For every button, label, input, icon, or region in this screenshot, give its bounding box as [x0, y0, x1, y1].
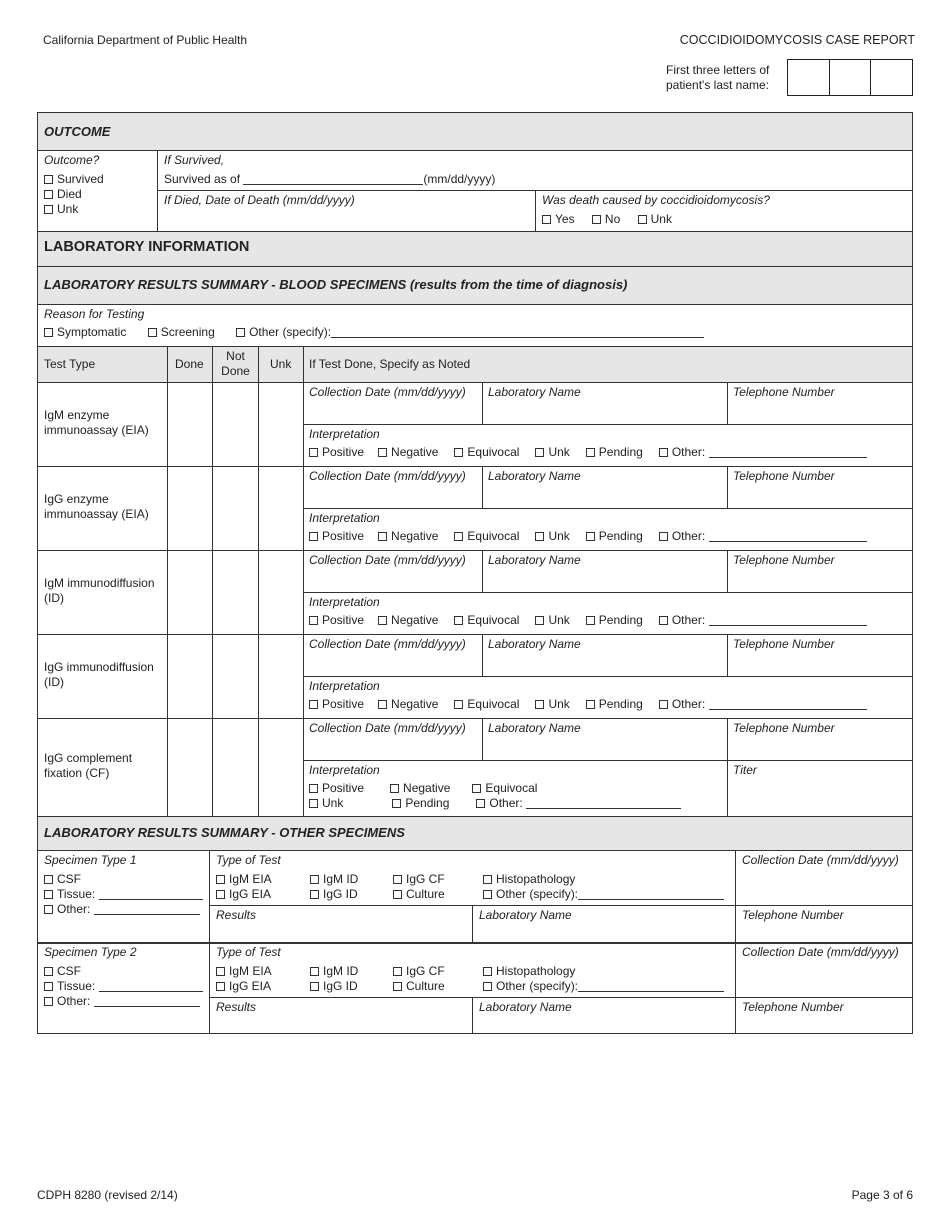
equivocal-label: Equivocal — [467, 445, 520, 459]
divider — [727, 550, 728, 592]
divider — [38, 266, 912, 267]
divider — [38, 382, 912, 383]
interpretation-label: Interpretation — [309, 763, 380, 777]
telephone-label: Telephone Number — [742, 1000, 844, 1014]
checkbox[interactable] — [592, 215, 601, 224]
igg-id-label: IgG ID — [323, 887, 358, 901]
checkbox[interactable] — [44, 328, 53, 337]
checkbox[interactable] — [586, 532, 595, 541]
other-label: Other: — [671, 697, 706, 711]
laboratory-name-label: Laboratory Name — [488, 553, 581, 567]
collection-date-label: Collection Date (mm/dd/yyyy) — [309, 721, 466, 735]
culture-label: Culture — [406, 887, 445, 901]
unk-label: Unk — [548, 445, 570, 459]
telephone-label: Telephone Number — [733, 721, 835, 735]
other-specimens-title: LABORATORY RESULTS SUMMARY - OTHER SPECIMENS — [44, 825, 405, 840]
specimen-type-label: Specimen Type 1 — [44, 853, 137, 867]
checkbox[interactable] — [535, 532, 544, 541]
checkbox[interactable] — [44, 997, 53, 1006]
divider — [482, 466, 483, 508]
type-of-test-label: Type of Test — [216, 853, 281, 867]
negative-label: Negative — [391, 613, 439, 627]
last-name-boxes — [787, 59, 913, 96]
collection-date-label: Collection Date (mm/dd/yyyy) — [309, 385, 466, 399]
negative-label: Negative — [403, 781, 451, 795]
option-label: Died — [57, 187, 82, 201]
checkbox[interactable] — [393, 967, 402, 976]
igm-eia-label: IgM EIA — [229, 964, 272, 978]
telephone-label: Telephone Number — [733, 469, 835, 483]
divider — [167, 346, 168, 816]
checkbox[interactable] — [310, 875, 319, 884]
col-done: Done — [175, 357, 204, 371]
igg-cf-label: IgG CF — [406, 964, 445, 978]
test-type-line1: IgG immunodiffusion — [44, 660, 154, 674]
igm-id-label: IgM ID — [323, 872, 359, 886]
checkbox[interactable] — [393, 890, 402, 899]
divider — [727, 466, 728, 508]
interpretation-label: Interpretation — [309, 511, 380, 525]
laboratory-name-label: Laboratory Name — [479, 1000, 572, 1014]
igg-id-option — [310, 979, 358, 994]
laboratory-name-label: Laboratory Name — [479, 908, 572, 922]
other-option — [44, 902, 200, 917]
divider — [38, 718, 912, 719]
other-label: Other: — [57, 994, 91, 1008]
form-id: CDPH 8280 (revised 2/14) — [37, 1188, 178, 1202]
checkbox[interactable] — [483, 967, 492, 976]
cf-options-row1 — [309, 781, 537, 796]
divider — [209, 905, 912, 906]
other-option — [44, 994, 200, 1009]
divider — [303, 508, 912, 509]
last-name-label-line1: First three letters of — [666, 63, 770, 77]
divider — [209, 997, 912, 998]
negative-label: Negative — [391, 529, 439, 543]
checkbox[interactable] — [216, 890, 225, 899]
checkbox[interactable] — [378, 616, 387, 625]
col-unk: Unk — [270, 357, 292, 371]
divider — [303, 424, 912, 425]
divider — [38, 942, 912, 944]
histopathology-label: Histopathology — [496, 964, 576, 978]
fill-line[interactable] — [709, 447, 867, 458]
fill-line[interactable] — [578, 981, 724, 992]
other-label: Other: — [671, 529, 706, 543]
tissue-label: Tissue: — [57, 979, 96, 993]
col-not-done — [213, 349, 258, 379]
checkbox[interactable] — [659, 532, 668, 541]
field-label: Survived as of — [164, 172, 241, 186]
divider — [38, 850, 912, 851]
fill-line[interactable] — [94, 904, 200, 915]
igm-eia-option — [216, 872, 272, 887]
no-label: No — [604, 212, 621, 226]
col-not-done-line2: Done — [221, 364, 250, 378]
telephone-label: Telephone Number — [733, 637, 835, 651]
divider — [535, 190, 536, 231]
igg-cf-option — [393, 964, 445, 979]
igg-cf-label: IgG CF — [406, 872, 445, 886]
checkbox[interactable] — [148, 328, 157, 337]
checkbox[interactable] — [659, 448, 668, 457]
divider — [303, 592, 912, 593]
lab-info-title: LABORATORY INFORMATION — [44, 239, 250, 255]
unk-label: Unk — [548, 697, 570, 711]
divider — [212, 346, 213, 816]
divider — [727, 634, 728, 676]
pending-label: Pending — [405, 796, 450, 810]
fill-line[interactable] — [94, 996, 200, 1007]
if-survived-label: If Survived, — [164, 153, 225, 167]
checkbox[interactable] — [454, 700, 463, 709]
last-name-letter-1[interactable] — [788, 60, 830, 95]
checkbox[interactable] — [216, 967, 225, 976]
fill-line[interactable] — [709, 531, 867, 542]
interpretation-label: Interpretation — [309, 679, 380, 693]
culture-option — [393, 979, 445, 994]
last-name-letter-3[interactable] — [871, 60, 912, 95]
checkbox[interactable] — [310, 967, 319, 976]
divider — [258, 346, 259, 816]
reason-options — [44, 325, 704, 340]
symptomatic-label: Symptomatic — [57, 325, 127, 339]
interpretation-options — [309, 529, 867, 544]
checkbox[interactable] — [44, 190, 53, 199]
test-type-line2: (ID) — [44, 591, 64, 605]
igm-eia-label: IgM EIA — [229, 872, 272, 886]
checkbox[interactable] — [392, 799, 401, 808]
positive-label: Positive — [322, 529, 365, 543]
positive-label: Positive — [322, 697, 365, 711]
titer-label: Titer — [733, 763, 757, 777]
column-header-band — [38, 346, 912, 382]
checkbox[interactable] — [476, 799, 485, 808]
test-type-label — [44, 408, 149, 438]
other-specify-label: Other (specify): — [249, 325, 332, 339]
test-type-line2: immunoassay (EIA) — [44, 507, 149, 521]
culture-option — [393, 887, 445, 902]
col-test-type: Test Type — [44, 357, 96, 371]
laboratory-name-label: Laboratory Name — [488, 637, 581, 651]
test-type-line2: (ID) — [44, 675, 64, 689]
divider — [303, 760, 912, 761]
checkbox[interactable] — [586, 448, 595, 457]
histopathology-option — [483, 964, 575, 979]
negative-label: Negative — [391, 445, 439, 459]
tissue-option — [44, 979, 203, 994]
checkbox[interactable] — [659, 616, 668, 625]
checkbox[interactable] — [378, 448, 387, 457]
igg-eia-option — [216, 887, 271, 902]
telephone-label: Telephone Number — [733, 385, 835, 399]
agency-name: California Department of Public Health — [43, 33, 248, 47]
checkbox[interactable] — [309, 616, 318, 625]
test-type-line2: immunoassay (EIA) — [44, 423, 149, 437]
telephone-label: Telephone Number — [742, 908, 844, 922]
checkbox[interactable] — [44, 982, 53, 991]
test-type-line1: IgG enzyme — [44, 492, 109, 506]
death-caused-options — [542, 212, 672, 227]
checkbox[interactable] — [454, 616, 463, 625]
checkbox[interactable] — [216, 875, 225, 884]
csf-option — [44, 964, 81, 979]
test-type-label — [44, 576, 155, 606]
igg-id-option — [310, 887, 358, 902]
fill-line[interactable] — [526, 798, 681, 809]
collection-date-label: Collection Date (mm/dd/yyyy) — [309, 469, 466, 483]
divider — [209, 850, 210, 1034]
igm-id-option — [310, 964, 358, 979]
test-type-line1: IgM immunodiffusion — [44, 576, 155, 590]
option-label: Survived — [57, 172, 104, 186]
positive-label: Positive — [322, 781, 365, 795]
igg-eia-label: IgG EIA — [229, 979, 272, 993]
positive-label: Positive — [322, 445, 365, 459]
checkbox[interactable] — [535, 700, 544, 709]
divider — [303, 676, 912, 677]
collection-date-label: Collection Date (mm/dd/yyyy) — [309, 637, 466, 651]
test-type-label — [44, 660, 154, 690]
tissue-option — [44, 887, 203, 902]
unk-label: Unk — [548, 613, 570, 627]
interpretation-label: Interpretation — [309, 595, 380, 609]
checkbox[interactable] — [586, 700, 595, 709]
outcome-question: Outcome? — [44, 153, 100, 167]
divider — [38, 634, 912, 635]
other-specify-option — [483, 887, 724, 902]
divider — [727, 718, 728, 816]
fill-line[interactable] — [709, 699, 867, 710]
test-type-line1: IgG complement — [44, 751, 133, 765]
fill-line[interactable] — [99, 981, 203, 992]
checkbox[interactable] — [393, 982, 402, 991]
reason-for-testing-label: Reason for Testing — [44, 307, 145, 321]
histopathology-option — [483, 872, 575, 887]
igm-eia-option — [216, 964, 272, 979]
checkbox[interactable] — [393, 875, 402, 884]
igm-id-option — [310, 872, 358, 887]
last-name-label — [666, 63, 784, 93]
laboratory-name-label: Laboratory Name — [488, 385, 581, 399]
telephone-label: Telephone Number — [733, 553, 835, 567]
checkbox[interactable] — [378, 700, 387, 709]
divider — [38, 231, 912, 232]
col-not-done-line1: Not — [226, 349, 245, 363]
igg-cf-option — [393, 872, 445, 887]
outcome-unk-option[interactable] — [44, 202, 78, 217]
test-type-label — [44, 751, 132, 781]
date-of-death-label: If Died, Date of Death (mm/dd/yyyy) — [164, 193, 355, 207]
checkbox[interactable] — [44, 890, 53, 899]
igg-id-label: IgG ID — [323, 979, 358, 993]
checkbox[interactable] — [454, 532, 463, 541]
divider — [735, 850, 736, 1034]
unk-label: Unk — [322, 796, 344, 810]
interpretation-options — [309, 697, 867, 712]
checkbox[interactable] — [309, 448, 318, 457]
option-label: Unk — [57, 202, 79, 216]
checkbox[interactable] — [309, 700, 318, 709]
other-label: Other: — [489, 796, 523, 810]
divider — [482, 550, 483, 592]
checkbox[interactable] — [44, 175, 53, 184]
checkbox[interactable] — [535, 616, 544, 625]
report-title: COCCIDIOIDOMYCOSIS CASE REPORT — [679, 33, 915, 47]
checkbox[interactable] — [44, 905, 53, 914]
last-name-label-line2: patient's last name: — [666, 78, 770, 92]
cf-options-row2 — [309, 796, 681, 811]
laboratory-name-label: Laboratory Name — [488, 469, 581, 483]
equivocal-label: Equivocal — [485, 781, 538, 795]
fill-line[interactable] — [709, 615, 867, 626]
equivocal-label: Equivocal — [467, 529, 520, 543]
pending-label: Pending — [598, 529, 643, 543]
outcome-header-band — [38, 113, 912, 150]
fill-line[interactable] — [331, 327, 704, 338]
checkbox[interactable] — [44, 967, 53, 976]
laboratory-name-label: Laboratory Name — [488, 721, 581, 735]
divider — [482, 718, 483, 760]
checkbox[interactable] — [586, 616, 595, 625]
outcome-survived-option[interactable] — [44, 172, 104, 187]
checkbox[interactable] — [454, 448, 463, 457]
results-label: Results — [216, 908, 257, 922]
last-name-letter-2[interactable] — [830, 60, 872, 95]
divider — [482, 634, 483, 676]
fill-line[interactable] — [243, 174, 423, 185]
fill-line[interactable] — [99, 889, 203, 900]
divider — [482, 382, 483, 424]
histopathology-label: Histopathology — [496, 872, 576, 886]
collection-date-label: Collection Date (mm/dd/yyyy) — [742, 945, 899, 959]
other-label: Other: — [671, 445, 706, 459]
other-specify-label: Other (specify): — [496, 979, 579, 993]
checkbox[interactable] — [310, 890, 319, 899]
equivocal-label: Equivocal — [467, 613, 520, 627]
checkbox[interactable] — [309, 784, 318, 793]
specimen-type-label: Specimen Type 2 — [44, 945, 137, 959]
tissue-label: Tissue: — [57, 887, 96, 901]
page-number: Page 3 of 6 — [851, 1188, 913, 1202]
interpretation-label: Interpretation — [309, 427, 380, 441]
checkbox[interactable] — [309, 799, 318, 808]
pending-label: Pending — [598, 613, 643, 627]
checkbox[interactable] — [44, 205, 53, 214]
csf-label: CSF — [57, 872, 81, 886]
screening-label: Screening — [160, 325, 215, 339]
collection-date-label: Collection Date (mm/dd/yyyy) — [309, 553, 466, 567]
outcome-died-option[interactable] — [44, 187, 82, 202]
divider — [472, 997, 473, 1034]
other-specify-option — [483, 979, 724, 994]
checkbox[interactable] — [309, 532, 318, 541]
checkbox[interactable] — [542, 215, 551, 224]
other-label: Other: — [57, 902, 91, 916]
checkbox[interactable] — [638, 215, 647, 224]
divider — [38, 550, 912, 551]
igg-eia-option — [216, 979, 271, 994]
case-report-form — [37, 112, 913, 1034]
col-specify: If Test Done, Specify as Noted — [309, 357, 471, 371]
test-type-line2: fixation (CF) — [44, 766, 110, 780]
blood-section-title: LABORATORY RESULTS SUMMARY - BLOOD SPECIMENS (results from the time of diagnosis) — [44, 277, 628, 292]
equivocal-label: Equivocal — [467, 697, 520, 711]
checkbox[interactable] — [216, 982, 225, 991]
checkbox[interactable] — [483, 982, 492, 991]
outcome-title: OUTCOME — [44, 124, 111, 139]
interpretation-options — [309, 613, 867, 628]
pending-label: Pending — [598, 445, 643, 459]
checkbox[interactable] — [472, 784, 481, 793]
death-caused-label: Was death caused by coccidioidomycosis? — [542, 193, 770, 207]
checkbox[interactable] — [483, 875, 492, 884]
divider — [38, 466, 912, 467]
divider — [38, 816, 912, 817]
survived-as-of-field[interactable] — [164, 172, 495, 187]
collection-date-label: Collection Date (mm/dd/yyyy) — [742, 853, 899, 867]
yes-label: Yes — [555, 212, 575, 226]
date-hint: (mm/dd/yyyy) — [423, 172, 496, 186]
other-label: Other: — [671, 613, 706, 627]
csf-option — [44, 872, 81, 887]
checkbox[interactable] — [659, 700, 668, 709]
checkbox[interactable] — [483, 890, 492, 899]
divider — [472, 905, 473, 942]
checkbox[interactable] — [236, 328, 245, 337]
interpretation-options — [309, 445, 867, 460]
checkbox[interactable] — [535, 448, 544, 457]
unk-label: Unk — [548, 529, 570, 543]
fill-line[interactable] — [578, 889, 724, 900]
results-label: Results — [216, 1000, 257, 1014]
divider — [727, 382, 728, 424]
test-type-label — [44, 492, 149, 522]
csf-label: CSF — [57, 964, 81, 978]
divider — [38, 304, 912, 305]
igg-eia-label: IgG EIA — [229, 887, 272, 901]
test-type-line1: IgM enzyme — [44, 408, 110, 422]
unk-label: Unk — [650, 212, 672, 226]
culture-label: Culture — [406, 979, 445, 993]
type-of-test-label: Type of Test — [216, 945, 281, 959]
pending-label: Pending — [598, 697, 643, 711]
igm-id-label: IgM ID — [323, 964, 359, 978]
checkbox[interactable] — [44, 875, 53, 884]
checkbox[interactable] — [310, 982, 319, 991]
negative-label: Negative — [391, 697, 439, 711]
positive-label: Positive — [322, 613, 365, 627]
checkbox[interactable] — [390, 784, 399, 793]
checkbox[interactable] — [378, 532, 387, 541]
other-specify-label: Other (specify): — [496, 887, 579, 901]
divider — [303, 346, 304, 816]
divider — [38, 150, 912, 151]
divider — [38, 346, 912, 347]
